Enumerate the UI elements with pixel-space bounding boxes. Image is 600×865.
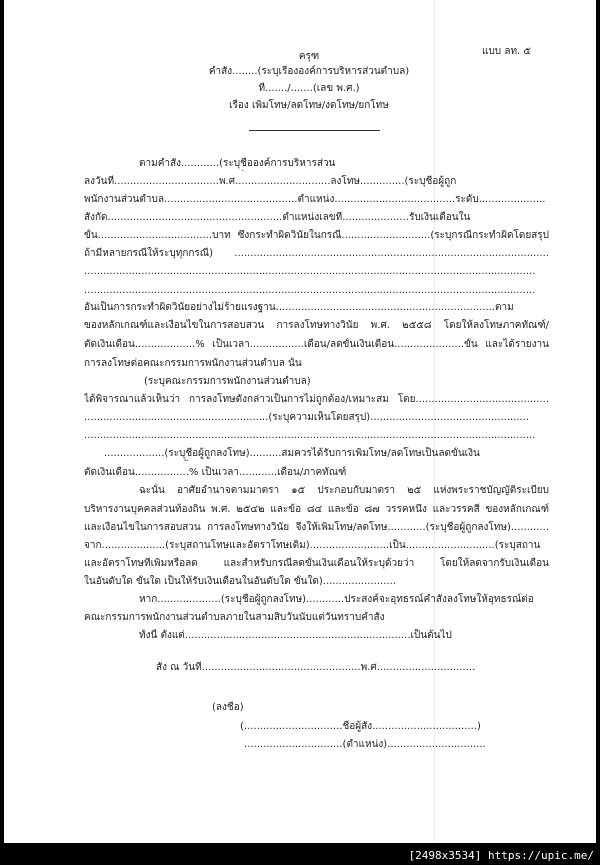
order-date-line: สั่ง ณ วันที่..................................................พ.ศ............................... xyxy=(156,662,476,673)
body-line: และเงื่อนไขในการสอบสวน การลงโทษทางวินัย จึงให้เพิ่มโทษ/ลดโทษ............(ระบุชื่อผู้ถูกลงโทษ)............ xyxy=(84,522,549,533)
body-line: .............................................................................................................................................. xyxy=(84,430,536,441)
order-title: คำสั่ง........(ระบุเรื่ององค์การบริหารส่วนตำบล) xyxy=(208,66,410,77)
body-line: อันเป็นการกระทำผิดวินัยอย่างไม่ร้ายแรงฐาน.....................................................................ตาม xyxy=(84,302,514,313)
order-number: ที่......./.......(เลข พ.ศ.) xyxy=(258,83,360,94)
body-line: สังกัด.......................................................ตำแหน่งเลขที่.....................รับเงินเดือนใน xyxy=(84,212,471,223)
body-line: การลงโทษต่อคณะกรรมการพนักงานส่วนตำบล นั้น xyxy=(84,358,302,369)
body-line: ฉะนั้น อาศัยอำนาจตามมาตรา ๑๕ ประกอบกับมาตรา ๒๕ แห่งพระราชบัญญัติระเบียบ xyxy=(139,485,549,496)
body-line: ..........................................................(ระบุความเห็นโดยสรุป).................................................. xyxy=(84,412,530,423)
body-line: ทั้งนี้ ตั้งแต่.......................................................................เป็นต้นไป xyxy=(139,630,452,641)
document-page xyxy=(4,0,596,843)
body-line: ของหลักเกณฑ์และเงื่อนไขในการสอบสวน การลงโทษทางวินัย พ.ศ. ๒๕๕๘ โดยให้ลงโทษภาคทัณฑ์/ xyxy=(84,320,549,331)
body-line: และอัตราโทษที่เพิ่มหรือลด และสำหรับกรณีลดขั้นเงินเดือนให้ระบุด้วยว่า โดยให้ลดจากรับเงินเดือน xyxy=(84,558,549,569)
body-line: ตัดเงินเดือน.................% เป็นเวลา............เดือน/ภาคทัณฑ์ xyxy=(84,467,347,478)
body-line: ถ้ามีหลายกรณีให้ระบุทุกกรณี) ................................................................................................... xyxy=(84,248,549,259)
body-line: ตามคำสั่ง............(ระบุชื่อองค์การบริหารส่วน xyxy=(139,158,336,169)
body-line: หาก....................(ระบุชื่อผู้ถูกลงโทษ)............ประสงค์จะอุทธรณ์คำสั่งลงโทษให้อุทธรณ์ต่อ xyxy=(139,594,534,605)
body-line: จาก....................(ระบุสถานโทษและอัตราโทษเดิม).........................เป็น............................(ระบุสถาน xyxy=(84,540,541,551)
watermark: [2498x3534] https://upic.me/ xyxy=(408,849,594,862)
body-line: (ระบุคณะกรรมการพนักงานส่วนตำบล) xyxy=(144,376,311,387)
body-line: ในอันดับใด ขั้นใด เป็นให้รับเงินเดือนในอันดับใด ขั้นใด)....................... xyxy=(84,576,396,587)
body-line: คณะกรรมการพนักงานส่วนตำบลภายในสามสิบวันนับแต่วันทราบคำสั่ง xyxy=(84,612,385,623)
body-line: บริหารงานบุคคลส่วนท้องถิ่น พ.ศ. ๒๕๔๒ และข้อ ๘๔ และข้อ ๘๗ วรรคหนึ่ง และวรรคสี่ ของหลักเกณฑ์ xyxy=(84,504,549,515)
signer-name-line: (...............................ชื่อผู้สั่ง.................................) xyxy=(240,721,481,732)
form-code: แบบ ลท. ๕ xyxy=(482,46,531,57)
header-divider xyxy=(249,130,380,131)
body-line: .............................................................................................................................................. xyxy=(84,266,536,277)
body-line: ตัดเงินเดือน...................% เป็นเวลา.................เดือน/ลดขั้นเงินเดือน......................ขั้น และได้รายงาน xyxy=(84,339,549,350)
body-line: ขั้น....................................บาท ซึ่งกระทำผิดวินัยในกรณี............................(ระบุกรณีกระทำผิดโดยสรุป xyxy=(84,230,549,241)
signer-position-line: ...............................(ตำแหน่ง)............................... xyxy=(244,739,486,750)
body-line: ...................(ระบุชื่อผู้ถูกลงโทษ)..........สมควรได้รับการเพิ่มโทษ/ลดโทษเป็นลดขั้นเงิน xyxy=(104,448,480,459)
body-line: พนักงานส่วนตำบล..........................................ตำแหน่ง......................................ระดับ..................... xyxy=(84,194,546,205)
body-line: .............................................................................................................................................. xyxy=(84,285,536,296)
garuda-emblem-label: ครุฑ xyxy=(298,51,320,62)
sign-label: (ลงชื่อ) xyxy=(212,702,244,713)
body-line: ได้พิจารณาแล้วเห็นว่า การลงโทษดังกล่าวเป็นการไม่ถูกต้อง/เหมาะสม โดย.......................................... xyxy=(84,394,549,405)
order-subject: เรื่อง เพิ่มโทษ/ลดโทษ/งดโทษ/ยกโทษ xyxy=(229,100,389,111)
body-line: ลงวันที่.................................พ.ศ..............................ลงโทษ..............(ระบุชื่อผู้ถูก xyxy=(84,176,457,187)
